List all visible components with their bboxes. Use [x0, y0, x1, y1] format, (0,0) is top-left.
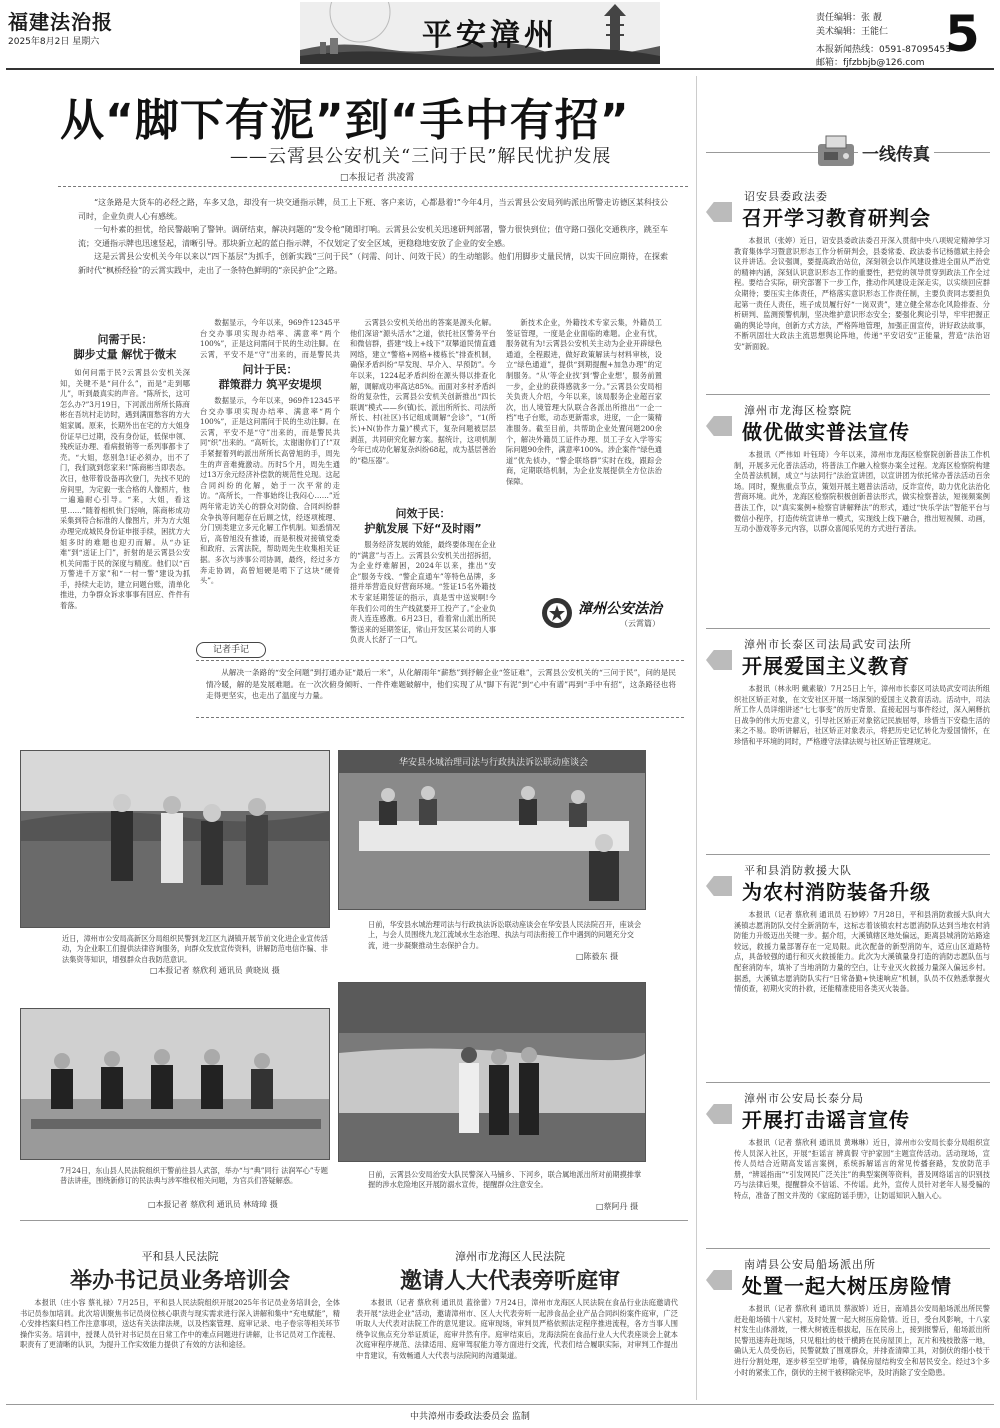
frontline-title: 一线传真 — [858, 140, 934, 165]
bottom-left-text: 本报讯（庄小容 蔡礼禄）7月25日，平和县人民法院组织开展2025年书记员业务培训会，全体书记员参加培训。此次培训聚焦书记员岗位核心职责与现实需求进行深入讲解和集中“充电赋能”，精心安排档案归档工作注意事项，送达有关法律法规，以及档案管理、庭审记录、电子卷宗等相关环节操作实务。培训中，授课人员针对书记员在日常工作中的难点问题进行讲解，让书记员对工作流程、职责有了更清晰的认识，为提升工作实效能力提供了有效的方法和途径。 — [20, 1298, 340, 1350]
news-subhead: 诏安县委政法委 — [744, 190, 828, 203]
page-number: 5 — [945, 5, 980, 63]
masthead — [0, 0, 1000, 70]
commentary-text: 从解决一条路的“安全问题”到打通办证“最后一米”，从化解雨年“薪愁”到抒解企业“签证难”，云霄县公安机关的“三问于民”，问的是民情冷暖，解的是发展难题。在一次次俯身倾听、一件件难题破解中，他们实现了从“脚下有泥”到“心中有谱”再到“手中有招”，这条路径也将走得更坚实，也走出了温度与力量。 — [206, 668, 676, 700]
section1-body — [60, 368, 190, 730]
section1-text: 如何问需于民?云霄县公安机关深知，关键不是“问什么”，而是“走到哪儿”，听到最真实的声音。“陈所长，这可怎么办?”3月19日，下河派出所所长陈商彬在吾坑村走访时，遇到满面愁容的方大姐家属。原来，长期外出在宅的方大姐身份证早已过期，没有身份证，低保申领、残疾证办理、看病报销等一系列事都卡了壳。“大姐，您别急!证必须办，出不了门，我们就到您家来!”陈商彬当即表态。次日，他带着设备再次登门，先找不见的房间里，为定毅一张合格的人像照片，他一遍遍耐心引导。“来，大姐，看这里……”随着相机快门轻响，陈商彬成功采集到符合标准的人像图片，并为方大姐办理完成城民身份证申报手续，困扰方大姐多时的难题也迎刃而解。从“办证难”到“送证上门”，折射的是云霄县公安机关问需于民的深度与精度。他们以“百万警进千万家”和“一村一警”建设为抓手，持续大走访，建立问题台账，清单化推进，力争群众诉求事事有回应、件件有着落。 — [60, 368, 190, 611]
news-separator — [706, 394, 990, 395]
news-body — [734, 1304, 990, 1380]
photo2-caption-text: 日前，华安县水城治理司法与行政执法诉讼联动座谈会在华安县人民法院召开，座谈会上，与会人员围绕九龙江流域水生态治理、执法与司法衔接工作中遇到的问题充分交流，进一步凝聚推动生态保护合力。 — [368, 920, 642, 950]
stamp-subtitle: （云霄篇） — [620, 619, 660, 628]
section3-text: 云霄县公安机关给出的答案是源头化解。他们深谙“源头活水”之道，依托社区警务平台和微信群，搭建“线上+线下”双攀道民情直通网络，建立“警格+网格+楼栋长”排查机制，确保矛盾纠纷“早发现、早介入、早预防”。今年以来，1224起矛盾纠纷在源头得以排查化解，调解成功率高达85%。而面对多村矛盾纠纷的复杂性，云霄县公安机关创新推出“四长联调”模式——乡(镇)长、派出所所长、司法所所长、村(社区)书记组成调解“会诊”，“1(所长)+N(协作力量)”模式下，复杂问题被层层剥茧，共同研究化解方案。据统计，这项机制今年已成功化解复杂纠纷68起，成为基层善治的“稳压器”。 — [350, 318, 496, 465]
photo4-caption — [368, 1170, 644, 1202]
news-text: 本报讯（林永明 戴素敏）7月25日上午，漳州市长泰区司法局武安司法所组织社区矫正对象，在文安社区开展一场深刻的爱国主义教育活动。活动中，司法所工作人员详细讲述“七七事变”的历史背景、直接起因与事件经过，深入阐释抗日战争的伟大历史意义，引导社区矫正对象铭记民族屈辱，珍惜当下安稳生活的来之不易。聆听讲解后，社区矫正对象表示，将把历史记忆转化为爱国情怀，在珍惜和平环境的同时，严格遵守法律法规与社区矫正管理规定。 — [734, 684, 990, 746]
news-subhead: 平和县消防救援大队 — [744, 864, 852, 877]
main-byline: □本报记者 洪凌霄 — [340, 173, 415, 183]
banner-title: 平安漳州 — [422, 18, 558, 53]
footer-supervisor: 中共漳州市委政法委员会 监制 — [410, 1412, 530, 1422]
news-text: 本报讯（严伟如 叶钰琦）今年以来，漳州市龙海区检察院创新普法工作机制，开展多元化普法活动，将普法工作融入检察办案全过程。龙海区检察院构建全员普法机制，成立“与法同行”法治宣讲团，以宣讲团为依托常办普法活动百余场。同时，聚焦重点节点，策划开展主题普法活动，反诈宣传，助力优化法治化营商环境。此外，龙海区检察院积极创新普法形式，做实检察普法，短视频案例普法工作，以“真实案例+检察官讲解释法”的形式，通过“快乐学法”智能平台与微信小程序，打造传统宣讲单一模式，实现线上线下融合，推出短视频、动画，互动小游戏等多元内容，以群众喜闻乐见的方式进行普法。 — [734, 450, 990, 534]
photo4-caption-text: 日前，云霄县公安局治安大队民警深入马铺乡、下河乡，联合属地派出所对前期摸排掌握的涉水危险地区开展防溺水宣传，提醒群众注意安全。 — [368, 1170, 642, 1190]
section2-title: 问计于民： 群策群力 筑平安堤坝 — [218, 363, 322, 391]
photo-river — [338, 982, 646, 1162]
bottom-left-title: 举办书记员业务培训会 — [69, 1269, 290, 1294]
commentary-tag — [196, 642, 266, 658]
news-separator — [706, 854, 990, 855]
news-hotline: 本报新闻热线：0591-87095453 — [816, 45, 951, 55]
bottom-rule — [20, 1220, 688, 1221]
news-text: 本报讯（记者 蔡欣利 通讯员 黄琳琳）近日，漳州市公安局长泰分局组织宣传人员深入社区，开展“拒谣言 辨真假 守护家园”主题宣传活动。活动现场，宣传人员结合近期高发谣言案例，系统拆解谣言的常见传播套路，发放防范手册，“辨谣指南”“引发网民广泛关注”的典型案例等资料，普及网络谣言的识别技巧与法律后果，提醒群众不信谣、不传谣。此外，宣传人员针对老年人易受骗的特点，准备了图文并茂的《家庭防谣手册》，让防谣知识入脑入心。 — [734, 1138, 990, 1200]
frontline-header — [706, 134, 990, 174]
bottom-mid-subhead: 漳州市龙海区人民法院 — [455, 1250, 565, 1263]
news-title: 开展打击谣言宣传 — [742, 1108, 910, 1132]
photo4-credit: □蔡阿丹 摄 — [596, 1202, 639, 1211]
intro-box — [58, 186, 688, 306]
intro-paragraph-3: 这是云霄县公安机关今年以来以“四下基层”为抓手，创新实践“三问于民”（问需、问计、问效于民）的生动缩影。他们用脚步丈量民情，以实干回应期待，在探索新时代“枫桥经验”的云霄实践中，走出了一条特色鲜明的“亲民护企”之路。 — [78, 252, 668, 275]
email-address: 邮箱：fjfzbbjb@126.com — [816, 58, 925, 68]
police-badge-icon — [540, 596, 574, 630]
intro-paragraph-1: “这条路是大货车的必经之路，车多又急，却没有一块交通指示牌，员工上下班、客户来访，心都悬着!”今年4月，当云霄县公安局列屿派出所警走访德区某科技公司时，企业负责人心有感统。 — [78, 198, 668, 221]
photo3-caption — [60, 1166, 328, 1198]
commentary-tag-label: 记者手记 — [212, 645, 249, 655]
headline-arrow-icon — [706, 416, 732, 436]
headline-arrow-icon — [706, 1104, 732, 1124]
news-text: 本报讯（记者 蔡欣利 通讯员 石妙婷）7月28日，平和县消防救援大队向大溪镇志愿消防队交付全新消防车，这标志着该镇农村志愿消防队达到当地农村消防能力升级迈出关键一步。据介绍，大溪镇辖区地处偏远，距离县城消防站路途较远，救援力量部署存在一定局限。此次配备的新型消防车，适应山区道路特点，具备较强的通行和灭火救援能力。此次为大溪镇量身打造的消防志愿队伍与配套消防车，填补了当地消防力量的空白，让专业灭火救援力量深入偏远乡村。据悉，大溪镇志愿消防队实行“日常备勤+快速响应”机制，队员不仅熟悉掌握火情侦查，初期火灾的扑救，还能精准使用各类灭火装备。 — [734, 910, 990, 994]
photo2-caption — [368, 920, 644, 952]
news-title: 召开学习教育研判会 — [742, 206, 931, 230]
news-separator — [706, 1082, 990, 1083]
news-text: 本报讯（记者 蔡欣利 通讯员 蔡淑娇）近日，南靖县公安局船场派出所民警赶赴船场镇十八家村，及时处置一起大树压房险情。近日，受台风影响，十八家村发生山体滑坡，一棵大树被连根拔起，压在民房上，接到报警后，船场派出所民警迅速奔赴现场，只见粗壮的枝干横跨在民房屋顶上，瓦片和残枝散落一地，确认无人员受伤后，民警就数了围观群众，并排查清障工具，对倒伏的细小枝干进行分割处理，逐步移至空旷地带，确保房屋结构安全和居民安全。经过3个多小时的紧张工作，倒伏的主树干被移除完毕，及时消除了安全隐患。 — [734, 1304, 990, 1377]
news-body — [734, 236, 990, 354]
editor-line-2: 美术编辑：王能仁 — [816, 27, 889, 37]
main-title: 从“脚下有泥”到“手中有招” — [60, 95, 630, 146]
news-subhead: 漳州市长泰区司法局武安司法所 — [744, 638, 912, 651]
column-divider — [696, 76, 697, 1400]
news-separator — [706, 1248, 990, 1249]
news-separator — [706, 628, 990, 629]
issue-date: 2025年8月2日 星期六 — [8, 37, 100, 47]
section2-text: 数据显示，今年以来，969件12345平台交办事项实现办结率、满意率“两个100%”，正是这问需问于民的生动注脚。在云霄，平安不是“守”出来的，而是警民共同“织”出来的。“高听长，太谢谢你们了!”双手紧握着列屿派出所所长高曾旭的手，周先生的声音难掩激动。历时5个月，周先生通过13万余元经济补偿款的规范性兑现。这起合同纠纷的化解，始于一次平常的走访。“高所长，一件事始终让我闷心……”近两年常走访关心的群众对防偷、合同纠纷群众争执等问题存在后顾之忧，经逐项梳理、分门别类建立多元化解工作机制。知悉情况后，高曾旭没有推诿，而是积极对接镇党委和政府、云霄法院，帮助周先生收集相关证据。多次与涉事公司协调，最终，经过多方奔走协调，高曾旭硬是啃下了这块“硬骨头”。 — [200, 396, 340, 586]
photo2-banner-text: 华安县水城治理司法与行政执法诉讼联动座谈会 — [399, 758, 589, 768]
section5-body — [506, 318, 662, 590]
photo3-caption-text: 7月24日，东山县人民法院组织干警前往县人武部，举办“与“典”同行 法润军心”专题普法讲座，围绕新修订的民法典与涉军维权相关问题，为官兵们答疑解惑。 — [60, 1166, 328, 1186]
newspaper-logo: 福建法治报 — [8, 10, 113, 34]
headline-arrow-icon — [706, 1270, 732, 1290]
news-subhead: 漳州市公安局长泰分局 — [744, 1092, 864, 1105]
intro-top-rule — [58, 186, 688, 187]
news-subhead: 南靖县公安局船场派出所 — [744, 1258, 876, 1271]
bottom-mid-text: 本报讯（记者 蔡欣利 通讯员 蓝徐蕾）7月24日，漳州市龙海区人民法院在食品行业法庭邀请代表开展“法进企业”活动，邀请漳州市、区人大代表旁听一起涉食品企业产品合同纠纷案件庭审，广泛听取人大代表对法院工作的意见建议。庭审现场，审判员严格依照法定程序推进流程，各方当事人围绕争议焦点充分举证质证，庭审井然有序。庭审结束后，龙海法院在食品行业人大代表座谈会上就本次庭审程序规范、法律适用、庭审驾驭能力等方面进行交流，代表们结合履职实际，对审判工作提出中肯建议，有效畅通人大代表与法院间的沟通渠道。 — [356, 1298, 678, 1360]
headline-arrow-icon — [706, 876, 732, 896]
photo-conference — [338, 750, 646, 910]
headline-arrow-icon — [706, 202, 732, 222]
news-body — [734, 1138, 990, 1220]
photo-lecture — [20, 1008, 330, 1160]
news-title: 做优做实普法宣传 — [742, 420, 910, 444]
news-body — [734, 910, 990, 1040]
news-title: 为农村消防装备升级 — [742, 880, 931, 904]
police-stamp — [540, 594, 680, 640]
footer-rule — [6, 1404, 994, 1405]
photo3-credit: □本报记者 蔡欣利 通讯员 林琦璋 摄 — [148, 1200, 278, 1209]
commentary-box — [196, 660, 684, 718]
news-title: 开展爱国主义教育 — [742, 654, 910, 678]
column2-top — [200, 318, 340, 360]
intro-paragraph-2: 一句朴素的担忧，给民警敲响了警钟。调研结束，解决问题的“发令枪”随即打响。云霄县公安机关迅速研判部署，警力很快到位；值守路口强化交通秩序，跳至车流；交通指示牌也迅速竖起，清晰引导。那块新立起的蓝白指示牌，不仅划定了安全区域，更稳稳地安放了企业的安全感。 — [78, 225, 668, 248]
bottom-left-body — [20, 1298, 340, 1398]
bottom-left-subhead: 平和县人民法院 — [141, 1250, 219, 1263]
news-body — [734, 684, 990, 818]
photo1-caption-text: 近日，漳州市公安局高新区分局组织民警到龙江区九湖镇开展节前文化进企业宣传活动，为企业职工们提供法律咨询服务，向群众发放宣传资料，讲解防范电信诈骗、非法集资等知识，增强群众自我防范意识。 — [62, 934, 328, 964]
photo2-credit: □陈毅东 摄 — [576, 952, 619, 961]
bottom-mid-title: 邀请人大代表旁听庭审 — [399, 1269, 620, 1294]
bottom-mid-body — [356, 1298, 678, 1398]
section3-body — [350, 318, 496, 498]
section4-text: 服务经济发展的效能，最终要体现在企业的“满意”与否上。云霄县公安机关出招拆招，为企业纾难解困，2024年以来，推出“安企”服务专线、“警企直通车”等特色品牌，多措并举营造良好营商环境。“签证15名外籍技术专家延期签证的指示，真是雪中送炭啊!今年我们公司的生产线就要开工投产了。”企业负责人连连感激。6月23日，看着常山派出所民警送来的延期签证，常山开发区某公司的人事负责人长舒了一口气。 — [350, 540, 496, 645]
fax-icon — [816, 134, 856, 170]
section2-intro-text: 数据显示，今年以来，969件12345平台交办事项实现办结率、满意率“两个100%”，正是这问需问于民的生动注脚。在云霄，平安不是“守”出来的，而是警民共 — [200, 318, 340, 359]
photo1-credit: □本报记者 蔡欣利 通讯员 黄晓岚 摄 — [150, 966, 280, 975]
news-text: 本报讯（张婷）近日，诏安县委政法委召开深入贯彻中央八项规定精神学习教育集体学习暨意识形态工作分析研判会，县委常委、政法委书记杨德斌主持会议并讲话。会议强调，要提高政治站位，深刻领会以作风建设推进全面从严治党的精神内涵，深刻认识意识形态工作的重要性，把党的领导贯穿到政法工作全过程。要结合实际，研究部署下一步工作，推动作风建设走深走实，以实绩回应群众期待；要压实主体责任，严格落实意识形态工作责任制，主要负责同志要担负起第一责任人责任，班子成员履行好“一岗双责”，建立健全常态化风险排查、分析研判、监测预警机制，坚决维护意识形态安全；要强化舆论引导，牢牢把握正确的舆论导向，创新方式方法，严格阵地管理，加强正面宣传，讲好政法故事，不断巩固壮大政法主流思想舆论阵地，传递“平安诏安”正能量，营造“法治诏安”新面貌。 — [734, 236, 990, 351]
section5-text: 新技术企业，外籍技术专家云集，外籍员工签证管理，一度是企业面临的难题。企业有忧，服务就有为!云霄县公安机关主动为企业开辟绿色通道，全程跟进，做好政策解读与材料审核，设立“绿色通道”，提供“到期提醒+加急办理”的定制服务。“从‘等企业找’到‘警企业想’，服务前置一步，企业的获得感就多一分。”云霄县公安局相关负责人介绍，今年以来，该局服务企业超百家次，出人境管理大队联合各派出所推出“一企一档”电子台账，动态更新需求，进度，一企一策精准服务。截至目前，共帮助企业处置问题200余个，解决外籍员工证件办理、员工子女入学等实际问题90余件，满意率100%。涉企案件“绿色通道”优先侦办，“警企联络群”实时在线，跟踪会商，定期联络机制，为企业发展提供全方位法治保障。 — [506, 318, 662, 486]
masthead-rule — [6, 68, 994, 70]
stamp-title: 漳州公安法治 — [578, 601, 662, 617]
editor-line-1: 责任编辑：张 靓 — [816, 13, 882, 23]
section1-title: 问需于民： 脚步丈量 解忧于微末 — [73, 333, 177, 361]
news-subhead: 漳州市龙海区检察院 — [744, 404, 852, 417]
news-body — [734, 450, 990, 592]
headline-arrow-icon — [706, 650, 732, 670]
main-subtitle: ——云霄县公安机关“三问于民”解民忧护发展 — [230, 146, 612, 167]
photo-police-field — [20, 750, 330, 928]
section4-title: 问效于民： 护航发展 下好“及时雨” — [364, 507, 482, 535]
news-title: 处置一起大树压房险情 — [742, 1274, 952, 1298]
photo1-caption — [62, 934, 330, 966]
